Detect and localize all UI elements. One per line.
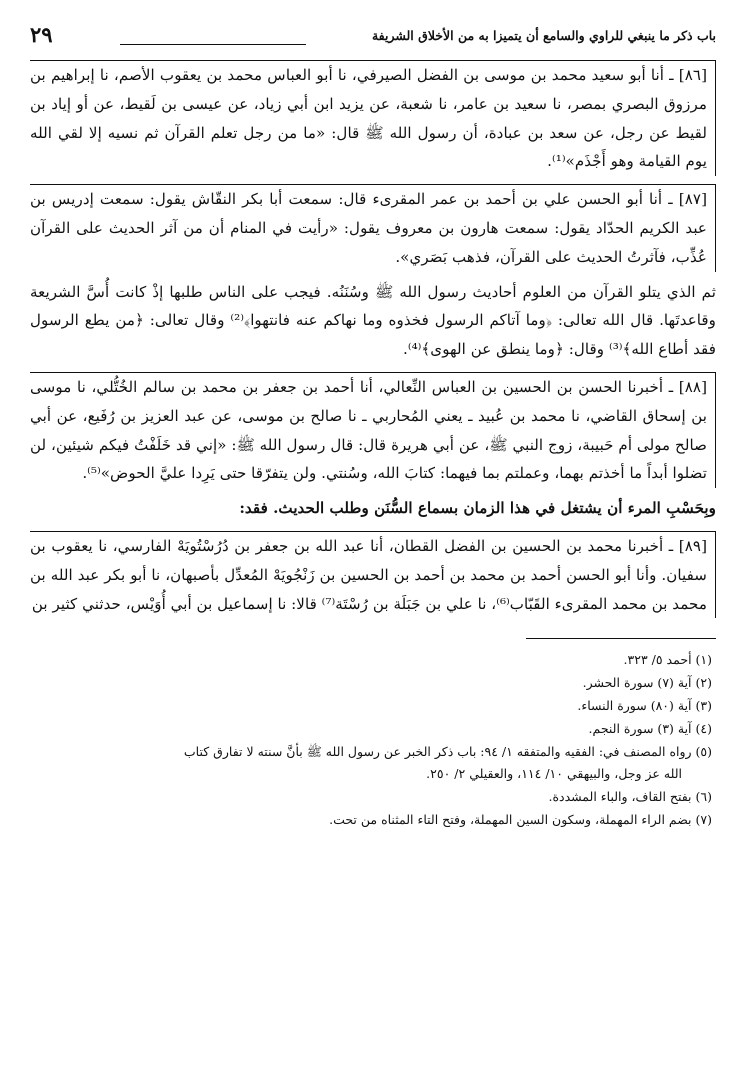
footnote-4: (٤) آية (٣) سورة النجم. — [588, 720, 712, 736]
hadith-88: [٨٨] ـ أخبرنا الحسن بن الحسين بن العباس النِّعالي، أنا أحمد بن جعفر بن محمد بن سالم الخُتُّلي، نا موسى بن إسحاق القاضي، نا محمد بن عُبيد ـ يعني المُحاربي ـ نا صالح بن موسى، عن عبد العزيز بن رُفَيع، عن أبي صالح مولى أم حَبيبة، زوج النبي ﷺ، عن أبي هريرة قال: قال رسول الله ﷺ: «إني قد خَلَفْتُ فيكم شيئين، لن تضلوا أبداً ما أخذتم بهما، وعملتم بما فيهما: كتابَ الله، وسُنتي. ولن يتفرّقا حتى يَرِدا عليَّ الحوض»⁽⁵⁾. — [30, 372, 716, 488]
footnote-6: (٦) بفتح القاف، والباء المشددة. — [548, 789, 712, 805]
page-number: ٢٩ — [30, 22, 53, 47]
footnote-5-continued: الله عز وجل، والبيهقي ١٠/ ١١٤، والعقيلي ٢/ ٢٥٠. — [426, 766, 682, 782]
footnote-3: (٣) آية (٨٠) سورة النساء. — [577, 697, 712, 713]
hadith-89: [٨٩] ـ أخبرنا محمد بن الحسين بن الفضل القطان، أنا عبد الله بن جعفر بن دُرُسْتُويَهْ الفارسي، نا يعقوب بن سفيان. وأنا أبو الحسن أحمد بن محمد بن أحمد بن الحسين بن زَنْجُويَهْ المُعدِّل بأصبهان، نا أبو بكر عبد الله بن محمد بن محمد المقرىء القَبّاب⁽⁶⁾، نا علي بن جَبَلَة بن رُسْتَة⁽⁷⁾ قالا: نا إسماعيل بن أبي أُوَيْس، حدثني كثير بن — [30, 531, 716, 618]
header-rule — [120, 44, 306, 45]
page-header — [30, 22, 716, 52]
hadith-87: [٨٧] ـ أنا أبو الحسن علي بن أحمد بن عمر المقرىء قال: سمعت أبا بكر النقّاش يقول: سمعت إدريس بن عبد الكريم الحدّاد يقول: سمعت هارون بن معروف يقول: «رأيت في المنام أن من آثر الحديث على القرآن عُذِّب، فآثرتُ الحديث على القرآن، فذهب بَصَري». — [30, 184, 716, 271]
footnotes — [30, 649, 716, 831]
transition-sentence: وبِحَسْبِ المرء أن يشتغل في هذا الزمان بسماع السُّنَن وطلب الحديث. فقد: — [239, 499, 716, 518]
footnotes-rule — [526, 638, 716, 639]
book-page — [30, 22, 716, 832]
hadith-86: [٨٦] ـ أنا أبو سعيد محمد بن موسى بن الفضل الصيرفي، نا أبو العباس محمد بن يعقوب الأصم، نا إبراهيم بن مرزوق البصري بمصر، نا سعيد بن عامر، نا شعبة، عن يزيد ابن أبي زياد، عن عيسى بن لَقيط، عن أو إياد بن لقيط عن رجل، عن سعد بن عبادة، أن رسول الله ﷺ قال: «ما من رجل تعلم القرآن ثم نسيه إلا لقي الله يوم القيامة وهو أَجْذَم»⁽¹⁾. — [30, 60, 716, 176]
running-head: باب ذكر ما ينبغي للراوي والسامع أن يتميزا به من الأخلاق الشريفة — [371, 28, 716, 43]
footnote-1: (١) أحمد ٥/ ٣٢٣. — [623, 652, 712, 668]
footnote-5: (٥) رواه المصنف في: الفقيه والمتفقه ١/ ٩٤: باب ذكر الخبر عن رسول الله ﷺ بأنَّ سنته لا تفارق كتاب — [183, 743, 712, 759]
footnote-2: (٢) آية (٧) سورة الحشر. — [582, 675, 712, 691]
footnote-7: (٧) بضم الراء المهملة، وسكون السين المهملة، وفتح التاء المثناه من تحت. — [329, 811, 712, 827]
commentary-paragraph: ثم الذي يتلو القرآن من العلوم أحاديث رسول الله ﷺ وسُنَنُه. فيجب على الناس طلبها إذْ كانت أُسَّ الشريعة وقاعدتَها. قال الله تعالى: ﴿وما آتاكم الرسول فخذوه وما نهاكم عنه فانتهوا﴾⁽²⁾ وقال تعالى: ﴿من يطع الرسول فقد أطاع الله﴾⁽³⁾ وقال: ﴿وما ينطق عن الهوى﴾⁽⁴⁾. — [30, 282, 717, 359]
